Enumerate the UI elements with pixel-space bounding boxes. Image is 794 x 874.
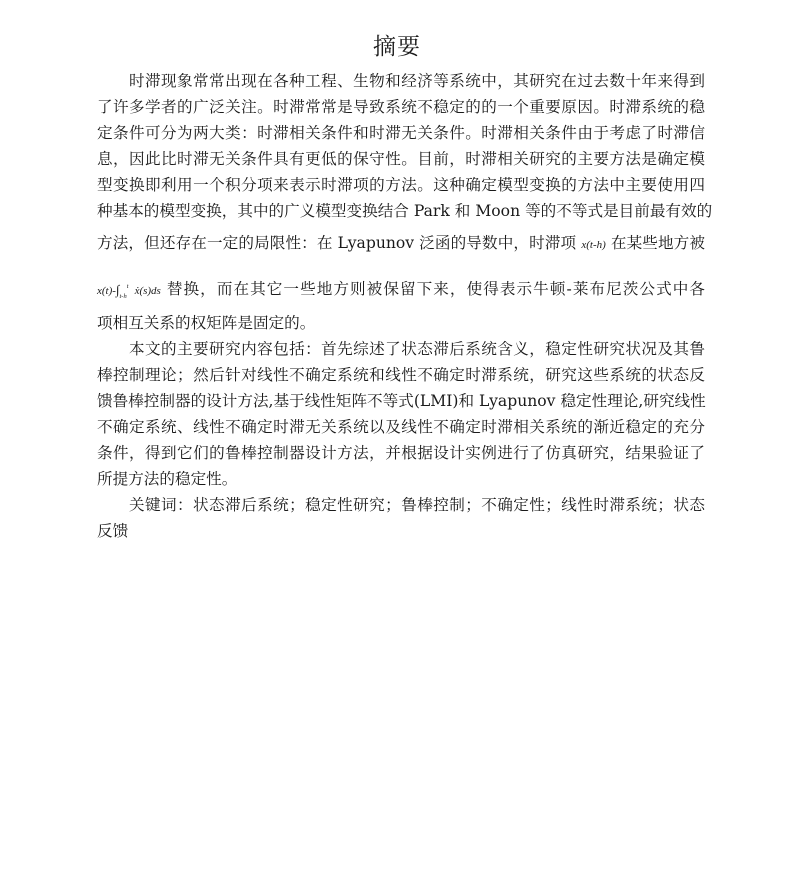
- integral-sign: ∫: [115, 282, 120, 297]
- abstract-title: 摘要: [373, 34, 421, 60]
- paragraph2-line: 棒控制理论；然后针对线性不确定系统和线性不确定时滞系统，研究这些系统的状态反: [97, 366, 705, 384]
- line-text: 替换，而在其它一些地方则被保留下来，使得表示牛顿-莱布尼茨公式中各: [166, 280, 705, 298]
- paragraph1-line: 项相互关系的权矩阵是固定的。: [97, 314, 316, 332]
- keywords-line: 关键词：状态滞后系统；稳定性研究；鲁棒控制；不确定性；线性时滞系统；状态: [129, 496, 705, 514]
- integrand: ẋ(s)ds: [134, 285, 161, 297]
- integral-upper-limit: t: [126, 283, 129, 290]
- paragraph1-line-with-formula: [97, 231, 705, 257]
- integral-lower-limit: t-h: [119, 293, 127, 300]
- line-text: 方法，但还存在一定的局限性：在 Lyapunov 泛函的导数中，时滞项: [97, 234, 577, 252]
- paragraph2-line: 条件，得到它们的鲁棒控制器设计方法，并根据设计实例进行了仿真研究，结果验证了: [97, 444, 705, 462]
- paragraph2-line: 所提方法的稳定性。: [97, 470, 238, 488]
- keywords-line: 反馈: [97, 522, 129, 540]
- line-text: 在某些地方被: [610, 234, 705, 252]
- paragraph1-line: 息，因此比时滞无关条件具有更低的保守性。目前，时滞相关研究的主要方法是确定模: [97, 150, 705, 168]
- formula-lhs: x(t)-: [97, 285, 116, 297]
- paragraph2-line: 馈鲁棒控制器的设计方法,基于线性矩阵不等式(LMI)和 Lyapunov 稳定性理论,研究线性: [97, 392, 706, 410]
- paragraph2-line: 本文的主要研究内容包括：首先综述了状态滞后系统含义，稳定性研究状况及其鲁: [129, 340, 705, 358]
- paragraph1-line: 时滞现象常常出现在各种工程、生物和经济等系统中，其研究在过去数十年来得到: [129, 72, 705, 90]
- paragraph1-line: 定条件可分为两大类：时滞相关条件和时滞无关条件。时滞相关条件由于考虑了时滞信: [97, 124, 705, 142]
- paragraph1-line: 型变换即利用一个积分项来表示时滞项的方法。这种确定模型变换的方法中主要使用四: [97, 176, 705, 194]
- paragraph1-line-with-integral: [97, 275, 705, 309]
- delay-term-formula: x(t-h): [581, 239, 606, 251]
- paragraph1-line: 了许多学者的广泛关注。时滞常常是导致系统不稳定的的一个重要原因。时滞系统的稳: [97, 98, 705, 116]
- paragraph1-line: 种基本的模型变换，其中的广义模型变换结合 Park 和 Moon 等的不等式是目前最有效的: [97, 202, 713, 220]
- paragraph2-line: 不确定系统、线性不确定时滞无关系统以及线性不确定时滞相关系统的渐近稳定的充分: [97, 418, 705, 436]
